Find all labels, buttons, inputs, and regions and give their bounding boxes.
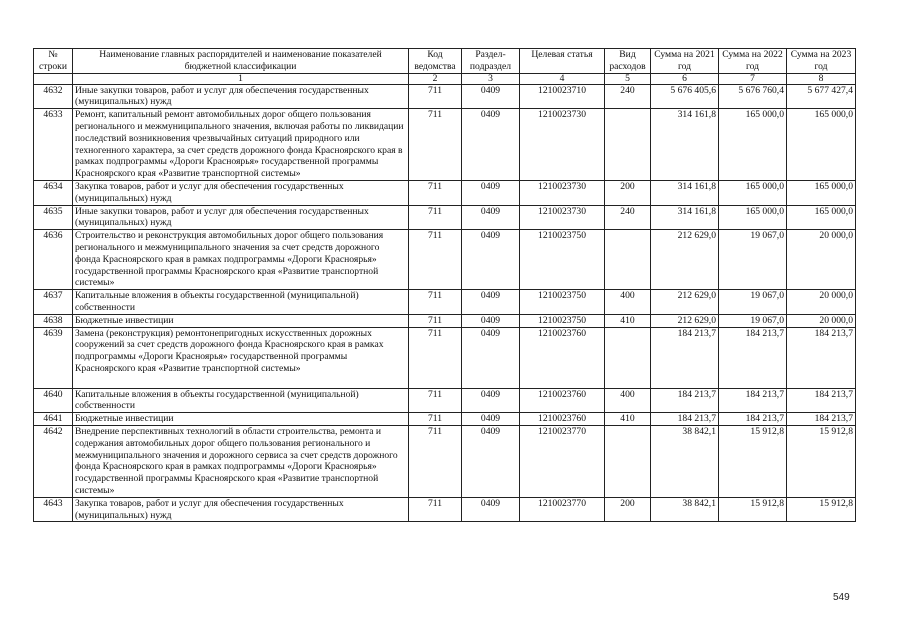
target-article-code: 1210023750 <box>520 314 605 327</box>
expense-type-code: 410 <box>605 413 651 426</box>
department-code: 711 <box>409 388 462 413</box>
department-code: 711 <box>409 230 462 290</box>
expense-type-code: 240 <box>605 84 651 109</box>
table-header <box>34 49 856 85</box>
sum-2021: 212 629,0 <box>651 290 719 315</box>
expense-type-code: 200 <box>605 180 651 205</box>
row-name: Внедрение перспективных технологий в области строительства, ремонта и содержания автомобильных дорог общего пользования регионального и межмуниципального значения и дорожного сервиса за счет средств дорожного фонда Красноярского края в рамках подпрограммы «Дороги Красноярья» государственной программы Красноярского края «Развитие транспортной системы» <box>73 425 409 497</box>
column-number: 5 <box>605 73 651 84</box>
row-number: 4641 <box>34 413 73 426</box>
target-article-code: 1210023760 <box>520 413 605 426</box>
row-name: Бюджетные инвестиции <box>73 413 409 426</box>
budget-table <box>33 48 856 522</box>
target-article-code: 1210023750 <box>520 230 605 290</box>
section-code: 0409 <box>462 230 520 290</box>
department-code: 711 <box>409 497 462 522</box>
sum-2023: 184 213,7 <box>787 388 856 413</box>
budget-sheet <box>33 48 856 522</box>
column-number: 8 <box>787 73 856 84</box>
sum-2023: 20 000,0 <box>787 314 856 327</box>
header-target-article: Целевая статья <box>520 49 605 74</box>
header-sum-2023: Сумма на 2023 год <box>787 49 856 74</box>
table-row <box>34 388 856 413</box>
sum-2023: 184 213,7 <box>787 413 856 426</box>
table-row <box>34 290 856 315</box>
expense-type-code: 400 <box>605 388 651 413</box>
target-article-code: 1210023730 <box>520 180 605 205</box>
column-number: 4 <box>520 73 605 84</box>
department-code: 711 <box>409 84 462 109</box>
row-number: 4638 <box>34 314 73 327</box>
sum-2021: 184 213,7 <box>651 413 719 426</box>
target-article-code: 1210023770 <box>520 425 605 497</box>
row-name: Бюджетные инвестиции <box>73 314 409 327</box>
department-code: 711 <box>409 314 462 327</box>
department-code: 711 <box>409 290 462 315</box>
department-code: 711 <box>409 180 462 205</box>
sum-2022: 5 676 760,4 <box>719 84 787 109</box>
sum-2022: 184 213,7 <box>719 388 787 413</box>
sum-2022: 19 067,0 <box>719 230 787 290</box>
row-name: Иные закупки товаров, работ и услуг для обеспечения государственных (муниципальных) нужд <box>73 84 409 109</box>
header-department-code: Код ведомства <box>409 49 462 74</box>
row-name: Иные закупки товаров, работ и услуг для обеспечения государственных (муниципальных) нужд <box>73 205 409 230</box>
target-article-code: 1210023760 <box>520 327 605 388</box>
sum-2021: 314 161,8 <box>651 180 719 205</box>
section-code: 0409 <box>462 84 520 109</box>
section-code: 0409 <box>462 327 520 388</box>
sum-2021: 184 213,7 <box>651 327 719 388</box>
section-code: 0409 <box>462 497 520 522</box>
row-number: 4633 <box>34 109 73 181</box>
header-row-number: № строки <box>34 49 73 74</box>
sum-2022: 165 000,0 <box>719 205 787 230</box>
column-number: 7 <box>719 73 787 84</box>
sum-2023: 165 000,0 <box>787 205 856 230</box>
sum-2022: 19 067,0 <box>719 290 787 315</box>
row-number: 4643 <box>34 497 73 522</box>
sum-2021: 212 629,0 <box>651 314 719 327</box>
column-number-row <box>34 73 856 84</box>
expense-type-code: 200 <box>605 497 651 522</box>
row-name: Закупка товаров, работ и услуг для обеспечения государственных (муниципальных) нужд <box>73 180 409 205</box>
sum-2022: 165 000,0 <box>719 180 787 205</box>
header-expense-type: Вид расходов <box>605 49 651 74</box>
sum-2021: 184 213,7 <box>651 388 719 413</box>
row-name: Закупка товаров, работ и услуг для обеспечения государственных (муниципальных) нужд <box>73 497 409 522</box>
expense-type-code: 240 <box>605 205 651 230</box>
table-row <box>34 413 856 426</box>
row-name: Замена (реконструкция) ремонтонепригодных искусственных дорожных сооружений за счет средств дорожного фонда Красноярского края в рамках подпрограммы «Дороги Красноярья» государственной программы Красноярского края «Развитие транспортной системы» <box>73 327 409 388</box>
column-number: 1 <box>73 73 409 84</box>
row-number: 4636 <box>34 230 73 290</box>
sum-2022: 19 067,0 <box>719 314 787 327</box>
table-row <box>34 230 856 290</box>
table-row <box>34 180 856 205</box>
target-article-code: 1210023760 <box>520 388 605 413</box>
row-number: 4642 <box>34 425 73 497</box>
column-number: 2 <box>409 73 462 84</box>
row-number: 4637 <box>34 290 73 315</box>
header-row <box>34 49 856 74</box>
sum-2021: 212 629,0 <box>651 230 719 290</box>
header-section: Раздел-подраздел <box>462 49 520 74</box>
table-row <box>34 497 856 522</box>
table-body <box>34 84 856 522</box>
row-number: 4639 <box>34 327 73 388</box>
department-code: 711 <box>409 425 462 497</box>
section-code: 0409 <box>462 413 520 426</box>
column-number: 3 <box>462 73 520 84</box>
section-code: 0409 <box>462 180 520 205</box>
expense-type-code <box>605 230 651 290</box>
department-code: 711 <box>409 413 462 426</box>
expense-type-code <box>605 425 651 497</box>
page-number: 549 <box>833 592 850 603</box>
section-code: 0409 <box>462 388 520 413</box>
header-name: Наименование главных распорядителей и наименование показателей бюджетной классификации <box>73 49 409 74</box>
row-number: 4635 <box>34 205 73 230</box>
table-row <box>34 205 856 230</box>
table-row <box>34 314 856 327</box>
department-code: 711 <box>409 109 462 181</box>
column-number: 6 <box>651 73 719 84</box>
row-name: Строительство и реконструкция автомобильных дорог общего пользования регионального и межмуниципального значения за счет средств дорожного фонда Красноярского края в рамках подпрограммы «Дороги Красноярья» государственной программы Красноярского края «Развитие транспортной системы» <box>73 230 409 290</box>
section-code: 0409 <box>462 425 520 497</box>
target-article-code: 1210023710 <box>520 84 605 109</box>
expense-type-code: 400 <box>605 290 651 315</box>
sum-2022: 165 000,0 <box>719 109 787 181</box>
table-row <box>34 84 856 109</box>
sum-2023: 165 000,0 <box>787 109 856 181</box>
expense-type-code: 410 <box>605 314 651 327</box>
table-row <box>34 327 856 388</box>
sum-2021: 38 842,1 <box>651 425 719 497</box>
department-code: 711 <box>409 205 462 230</box>
expense-type-code <box>605 109 651 181</box>
sum-2023: 5 677 427,4 <box>787 84 856 109</box>
header-sum-2022: Сумма на 2022 год <box>719 49 787 74</box>
sum-2023: 184 213,7 <box>787 327 856 388</box>
sum-2021: 5 676 405,6 <box>651 84 719 109</box>
column-number <box>34 73 73 84</box>
target-article-code: 1210023730 <box>520 205 605 230</box>
sum-2021: 314 161,8 <box>651 109 719 181</box>
sum-2022: 15 912,8 <box>719 425 787 497</box>
sum-2023: 20 000,0 <box>787 230 856 290</box>
expense-type-code <box>605 327 651 388</box>
sum-2023: 20 000,0 <box>787 290 856 315</box>
sum-2023: 165 000,0 <box>787 180 856 205</box>
row-name: Капитальные вложения в объекты государственной (муниципальной) собственности <box>73 290 409 315</box>
sum-2022: 184 213,7 <box>719 413 787 426</box>
header-sum-2021: Сумма на 2021 год <box>651 49 719 74</box>
target-article-code: 1210023750 <box>520 290 605 315</box>
target-article-code: 1210023730 <box>520 109 605 181</box>
table-row <box>34 109 856 181</box>
section-code: 0409 <box>462 290 520 315</box>
row-name: Капитальные вложения в объекты государственной (муниципальной) собственности <box>73 388 409 413</box>
sum-2022: 184 213,7 <box>719 327 787 388</box>
sum-2023: 15 912,8 <box>787 497 856 522</box>
section-code: 0409 <box>462 205 520 230</box>
row-number: 4634 <box>34 180 73 205</box>
section-code: 0409 <box>462 314 520 327</box>
row-number: 4640 <box>34 388 73 413</box>
target-article-code: 1210023770 <box>520 497 605 522</box>
sum-2022: 15 912,8 <box>719 497 787 522</box>
row-name: Ремонт, капитальный ремонт автомобильных дорог общего пользования регионального и межмуниципального значения, включая работы по ликвидации последствий возникновения чрезвычайных ситуаций природного или техногенного характера, за счет средств дорожного фонда Красноярского края в рамках подпрограммы «Дороги Красноярья» государственной программы Красноярского края «Развитие транспортной системы» <box>73 109 409 181</box>
section-code: 0409 <box>462 109 520 181</box>
department-code: 711 <box>409 327 462 388</box>
sum-2021: 38 842,1 <box>651 497 719 522</box>
sum-2021: 314 161,8 <box>651 205 719 230</box>
row-number: 4632 <box>34 84 73 109</box>
sum-2023: 15 912,8 <box>787 425 856 497</box>
table-row <box>34 425 856 497</box>
